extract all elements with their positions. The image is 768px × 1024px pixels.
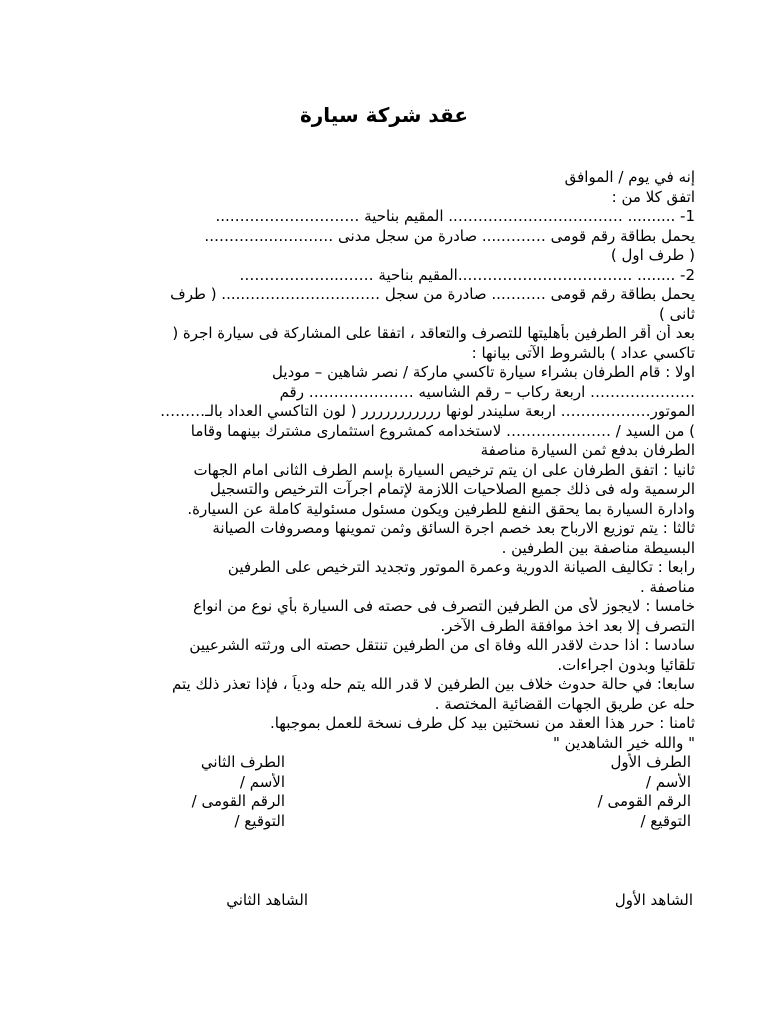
contract-line: تاكسي عداد ) بالشروط الآتى بيانها : xyxy=(471,343,695,362)
contract-body xyxy=(75,168,695,753)
first-party-signature-field: التوقيع / xyxy=(640,811,691,830)
contract-line: يحمل بطاقة رقم قومى ……….... صادرة من سجل مدنى …………...……….. xyxy=(204,226,695,245)
first-witness-label: الشاهد الأول xyxy=(614,891,693,909)
second-party-national-id-field: الرقم القومى / xyxy=(191,792,285,810)
first-party-heading: الطرف الأول xyxy=(610,753,691,771)
contract-line: سابعا: في حالة حدوث خلاف بين الطرفين لا قدر الله يتم حله ودياً ، فإذا تعذر ذلك يتم xyxy=(172,675,695,693)
contract-line: ثالثا : يتم توزيع الارباح بعد خصم اجرة السائق وثمن تموينها ومصروفات الصيانة xyxy=(212,519,695,537)
contract-line: اولا : قام الطرفان بشراء سيارة تاكسي ماركة / نصر شاهين – موديل xyxy=(272,363,695,381)
second-party-signature-block xyxy=(85,753,285,831)
contract-line: حله عن طريق الجهات القضائية المختصة . xyxy=(434,694,695,713)
contract-line: التصرف إلا بعد اخذ موافقة الطرف الآخر. xyxy=(440,616,695,635)
contract-line: بعد أن أقر الطرفين بأهليتها للتصرف والتعاقد ، اتفقا على المشاركة فى سيارة اجرة ( xyxy=(172,324,695,342)
second-party-heading: الطرف الثاني xyxy=(200,753,285,771)
contract-line: ………………… اربعة ركاب – رقم الشاسيه ………………… رقم xyxy=(279,382,695,401)
contract-line: الموتور……………… اربعة سليندر لونها ررررررررررر ( لون التاكسي العداد بالـ……… xyxy=(160,402,695,420)
first-party-signature-block xyxy=(491,753,691,831)
contract-line: تلقائيا وبدون اجراءات. xyxy=(557,655,695,674)
contract-line: ثامنا : حرر هذا العقد من نسختين بيد كل طرف نسخة للعمل بموجبها. xyxy=(269,714,695,732)
contract-line: ( طرف اول ) xyxy=(610,246,695,264)
first-party-name-field: الأسم / xyxy=(645,772,691,791)
contract-line: البسيطة مناصفة بين الطرفين . xyxy=(501,538,695,557)
contract-title: عقد شركة سيارة xyxy=(299,103,469,127)
contract-line: 2- ........ ……………………………..المقيم بناحية ……...……………… xyxy=(239,265,695,284)
first-party-national-id-field: الرقم القومى / xyxy=(597,792,691,810)
contract-line: 1- .......... …………………………….. المقيم بناحية ………………….….... xyxy=(215,207,695,225)
contract-line: الطرفان بدفع ثمن السيارة مناصفة xyxy=(480,441,695,459)
contract-line: " والله خير الشاهدين " xyxy=(552,733,695,752)
second-party-signature-field: التوقيع / xyxy=(234,811,285,830)
contract-line: الرسمية وله فى ذلك جميع الصلاحيات اللازمة لإتمام اجرآت الترخيص والتسجيل xyxy=(209,480,695,498)
second-party-name-field: الأسم / xyxy=(239,772,285,791)
contract-line: إنه في يوم / الموافق xyxy=(564,168,695,186)
contract-line: ثانى ) xyxy=(658,304,695,323)
contract-line: ثانيا : اتفق الطرفان على ان يتم ترخيص السيارة بإسم الطرف الثانى امام الجهات xyxy=(193,460,695,479)
second-witness-label: الشاهد الثاني xyxy=(226,891,308,909)
contract-line: رابعا : تكاليف الصيانة الدورية وعمرة الموتور وتجديد الترخيص على الطرفين xyxy=(227,558,695,576)
contract-line: وادارة السيارة بما يحقق النفع للطرفين ويكون مسئول مسئولية كاملة عن السيارة. xyxy=(187,499,695,518)
contract-line: ) من السيد / ………………… لاستخدامه كمشروع استثمارى مشترك بينهما وقاما xyxy=(190,421,695,440)
contract-line: سادسا : اذا حدث لاقدر الله وفاة اى من الطرفين تنتقل حصته الى ورثته الشرعيين xyxy=(189,636,695,654)
contract-line: خامسا : لايجوز لأى من الطرفين التصرف فى حصته فى السيارة بأي نوع من انواع xyxy=(193,597,695,615)
contract-line: اتفق كلا من : xyxy=(611,187,695,206)
contract-line: يحمل بطاقة رقم قومى ……….. صادرة من سجل ………………………..... ( طرف xyxy=(170,285,695,303)
contract-line: مناصفة . xyxy=(639,577,695,596)
